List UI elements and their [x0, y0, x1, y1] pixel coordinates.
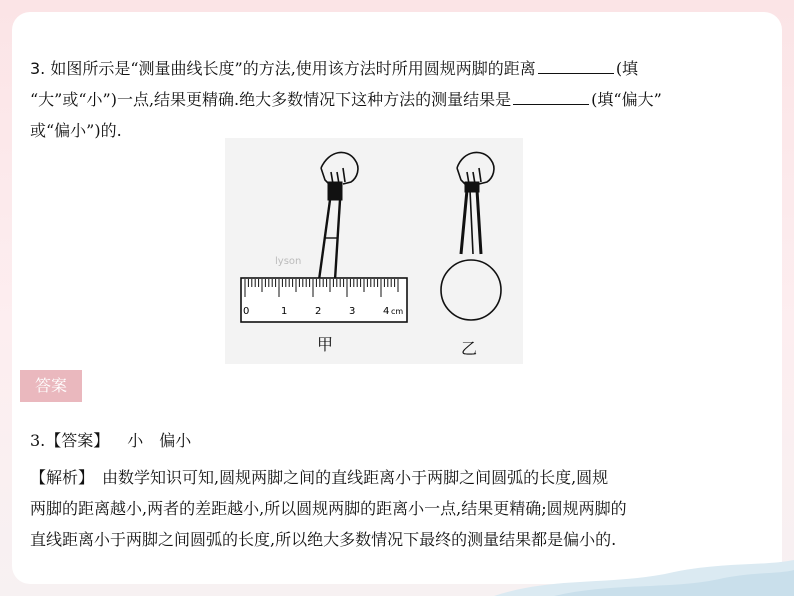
ruler [241, 278, 407, 322]
question-line-2 [30, 84, 768, 115]
question-number: 3. [30, 59, 46, 78]
watermark-text: lyson [275, 256, 302, 267]
ruler-label-0: 0 [243, 306, 250, 317]
question-line-3: 或“偏小”)的. [30, 121, 122, 140]
answer-blank-1 [538, 55, 614, 74]
analysis-text [30, 462, 770, 555]
question-line-1-suffix: (填 [615, 59, 639, 78]
question-line-1-text: 如图所示是“测量曲线长度”的方法,使用该方法时所用圆规两脚的距离 [50, 59, 536, 78]
compass-figure [225, 138, 523, 364]
question-line-1 [30, 53, 768, 84]
compass-illustration [225, 138, 523, 364]
analysis-line-2: 两脚的距离越小,两者的差距越小,所以圆规两脚的距离小一点,结果更精确;圆规两脚的 [30, 499, 627, 518]
question-text [30, 53, 768, 146]
ruler-label-4: 4 [383, 306, 390, 317]
figure-label-left: 甲 [317, 335, 334, 354]
figure-label-right: 乙 [461, 339, 478, 358]
ruler-unit: cm [391, 307, 404, 316]
question-line-2-text: “大”或“小”)一点,结果更精确.绝大多数情况下这种方法的测量结果是 [30, 90, 512, 109]
answer-blank-2 [513, 86, 589, 105]
hand-right-icon [457, 152, 494, 184]
decorative-wave [494, 556, 794, 596]
compass-right-icon [461, 182, 481, 254]
analysis-line-3: 直线距离小于两脚之间圆弧的长度,所以绝大多数情况下最终的测量结果都是偏小的. [30, 530, 617, 549]
answer-values: 小 偏小 [127, 431, 192, 450]
ruler-label-2: 2 [315, 306, 322, 317]
answer-prefix: 3.【答案】 [30, 431, 110, 450]
question-line-2-suffix: (填“偏大” [591, 90, 662, 109]
analysis-line-1: 【解析】 由数学知识可知,圆规两脚之间的直线距离小于两脚之间圆弧的长度,圆规 [30, 468, 609, 487]
ruler-label-3: 3 [349, 306, 356, 317]
answer-line [30, 425, 191, 456]
hand-left-icon [321, 152, 358, 184]
ruler-label-1: 1 [281, 306, 288, 317]
answer-tag: 答案 [20, 370, 82, 402]
curve-circle [441, 260, 501, 320]
compass-left-icon [319, 182, 342, 280]
